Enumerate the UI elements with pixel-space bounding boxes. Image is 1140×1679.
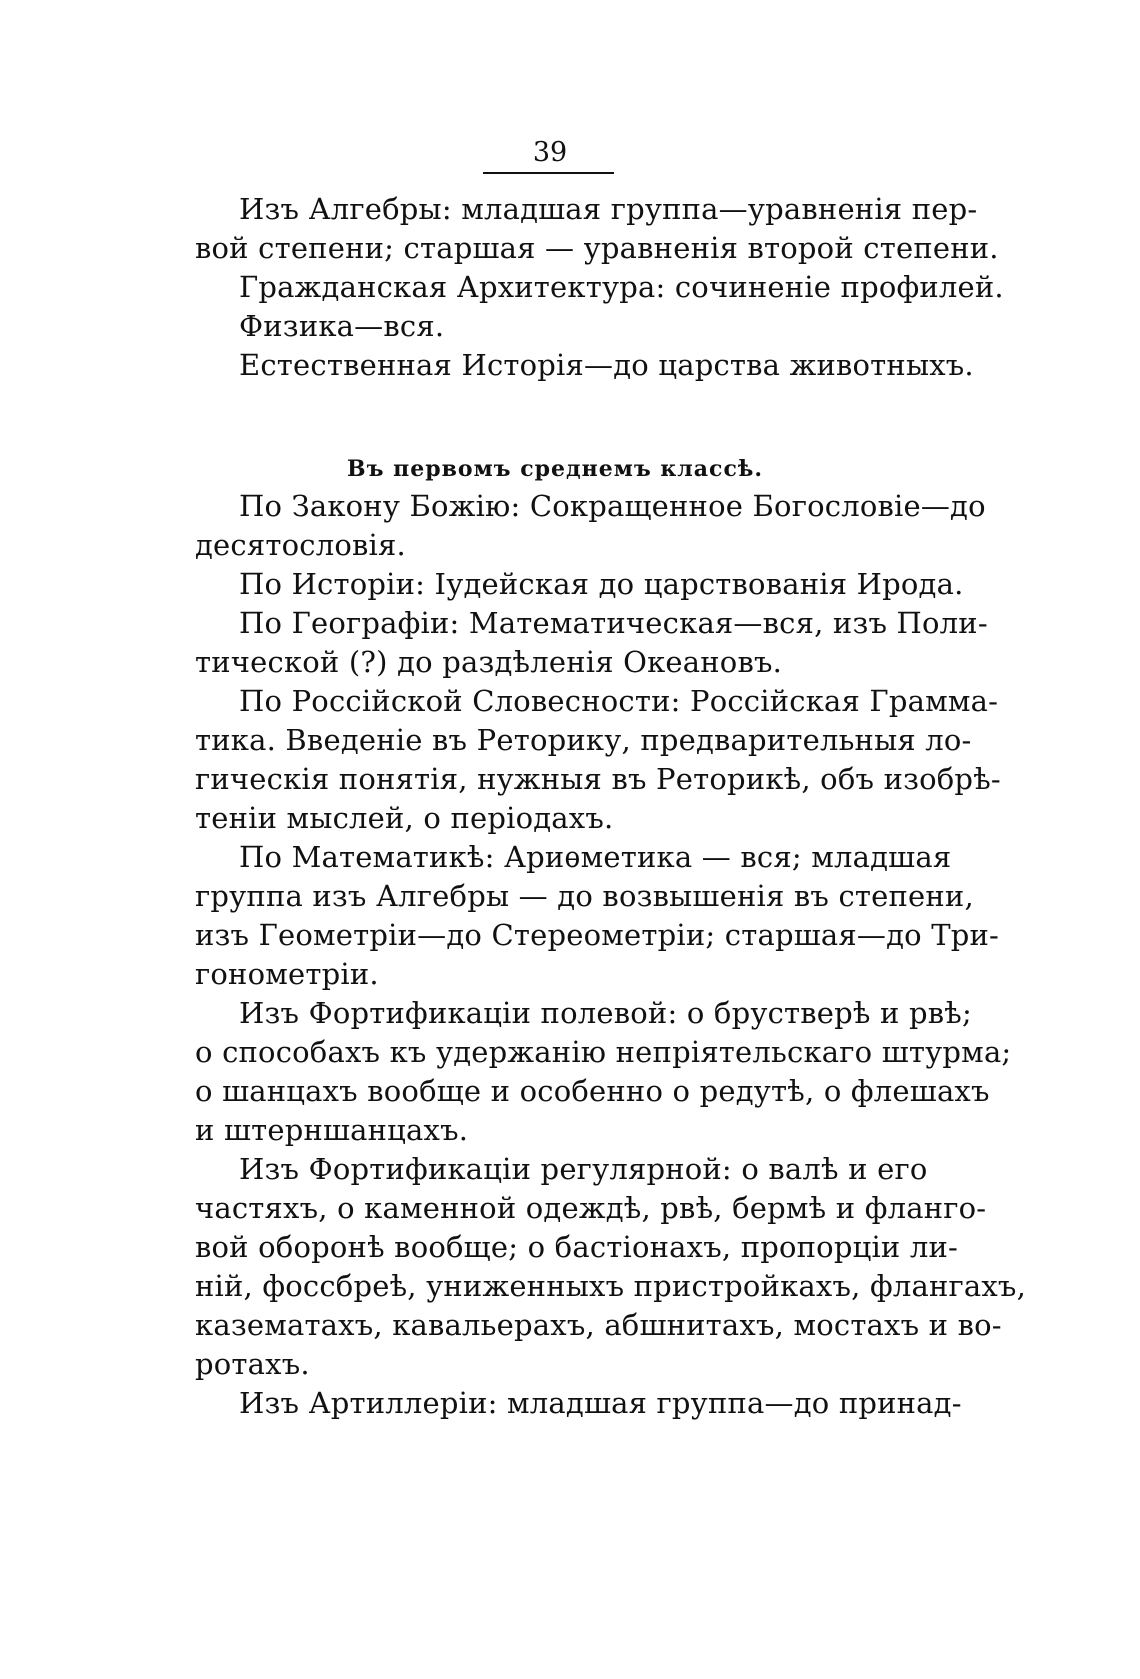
text-line: частяхъ, о каменной одеждѣ, рвѣ, бермѣ и фланго- <box>195 1191 987 1225</box>
text-line: гонометріи. <box>195 957 379 991</box>
text-line: десятословія. <box>195 528 406 562</box>
text-line: По Математикѣ: Ариѳметика — вся; младшая <box>239 840 952 874</box>
text-line: Изъ Алгебры: младшая группа—уравненія пер- <box>239 192 978 226</box>
text-line: казематахъ, кавальерахъ, абшнитахъ, мостахъ и во- <box>195 1308 1002 1342</box>
text-line: группа изъ Алгебры — до возвышенія въ степени, <box>195 879 974 913</box>
text-line: По Исторіи: Іудейская до царствованія Ирода. <box>239 567 964 601</box>
text-line: о шанцахъ вообще и особенно о редутѣ, о флешахъ <box>195 1074 990 1108</box>
text-line: изъ Геометріи—до Стереометріи; старшая—до Три- <box>195 918 1000 952</box>
text-line: ній, фоссбреѣ, униженныхъ пристройкахъ, флангахъ, <box>195 1269 1027 1303</box>
text-line: Гражданская Архитектура: сочиненіе профилей. <box>239 270 1004 304</box>
text-line: ротахъ. <box>195 1347 310 1381</box>
text-line: Изъ Фортификаціи регулярной: о валѣ и его <box>239 1152 928 1186</box>
text-line: Физика—вся. <box>239 309 445 343</box>
text-line: гическія понятія, нужныя въ Реторикѣ, объ изобрѣ- <box>195 762 1001 796</box>
text-line: и штерншанцахъ. <box>195 1113 469 1147</box>
text-line: о способахъ къ удержанію непріятельскаго штурма; <box>195 1035 1012 1069</box>
text-line: тической (?) до раздѣленія Океановъ. <box>195 645 783 679</box>
text-line: теніи мыслей, о періодахъ. <box>195 801 614 835</box>
text-line: Изъ Артиллеріи: младшая группа—до принад- <box>239 1386 962 1420</box>
text-line: Естественная Исторія—до царства животныхъ. <box>239 348 974 382</box>
main-text-block <box>195 487 1027 1423</box>
top-text-block <box>195 190 1004 385</box>
text-line: Изъ Фортификаціи полевой: о брустверѣ и рвѣ; <box>239 996 972 1030</box>
text-line: По Закону Божію: Сокращенное Богословіе—до <box>239 489 986 523</box>
page-number-rule <box>483 172 614 174</box>
page-number: 39 <box>532 137 568 168</box>
text-line: По Географіи: Математическая—вся, изъ Поли- <box>239 606 988 640</box>
text-line: По Россійской Словесности: Россійская Грамма- <box>239 684 999 718</box>
text-line: вой оборонѣ вообще; о бастіонахъ, пропорціи ли- <box>195 1230 959 1264</box>
section-heading: Въ первомъ среднемъ классѣ. <box>347 456 763 482</box>
text-line: тика. Введеніе въ Реторику, предварительныя ло- <box>195 723 972 757</box>
text-line: вой степени; старшая — уравненія второй степени. <box>195 231 999 265</box>
